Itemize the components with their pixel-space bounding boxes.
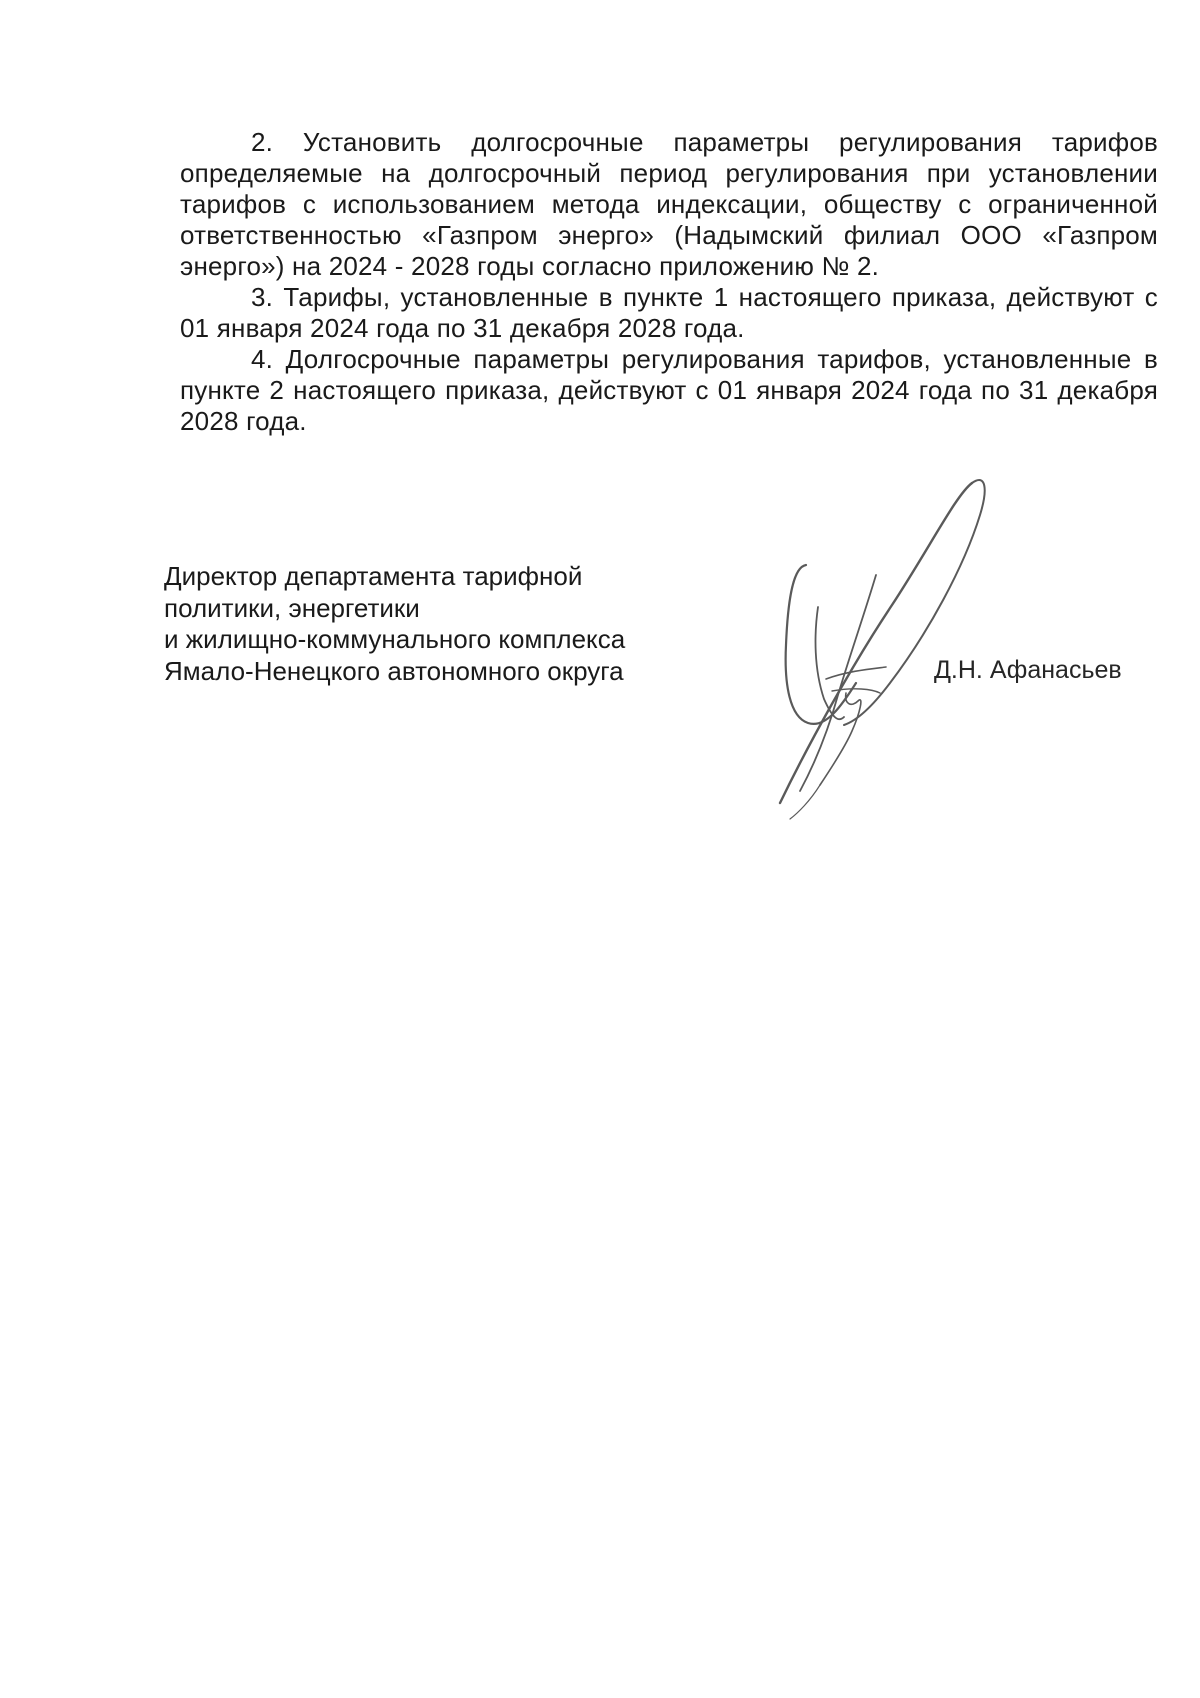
signatory-title-line: Ямало-Ненецкого автономного округа — [164, 655, 624, 686]
paragraph-item-4: 4. Долгосрочные параметры регулирования тарифов, установленные в пункте 2 настоящего приказа, действуют с 01 января 2024 года по 31 декабря 2028 года. — [180, 344, 1158, 436]
signatory-title — [164, 561, 625, 687]
signatory-name: Д.Н. Афанасьев — [934, 656, 1122, 684]
paragraph-item-3: 3. Тарифы, установленные в пункте 1 настоящего приказа, действуют с 01 января 2024 года по 31 декабря 2028 года. — [180, 282, 1158, 343]
signatory-title-line: и жилищно-коммунального комплекса — [164, 624, 626, 654]
signatory-title-line: Директор департамента тарифной — [164, 561, 583, 591]
signatory-title-line: политики, энергетики — [164, 592, 420, 623]
paragraph-item-2: 2. Установить долгосрочные параметры регулирования тарифов определяемые на долгосрочный период регулирования при установлении тарифов с использованием метода индексации, обществу с ограниченной ответственностью «Газпром энерго» (Надымский филиал ООО «Газпром энерго») на 2024 - 2028 годы согласно приложению № 2. — [180, 127, 1158, 281]
handwritten-signature — [760, 455, 1010, 835]
document-body — [180, 127, 1158, 437]
